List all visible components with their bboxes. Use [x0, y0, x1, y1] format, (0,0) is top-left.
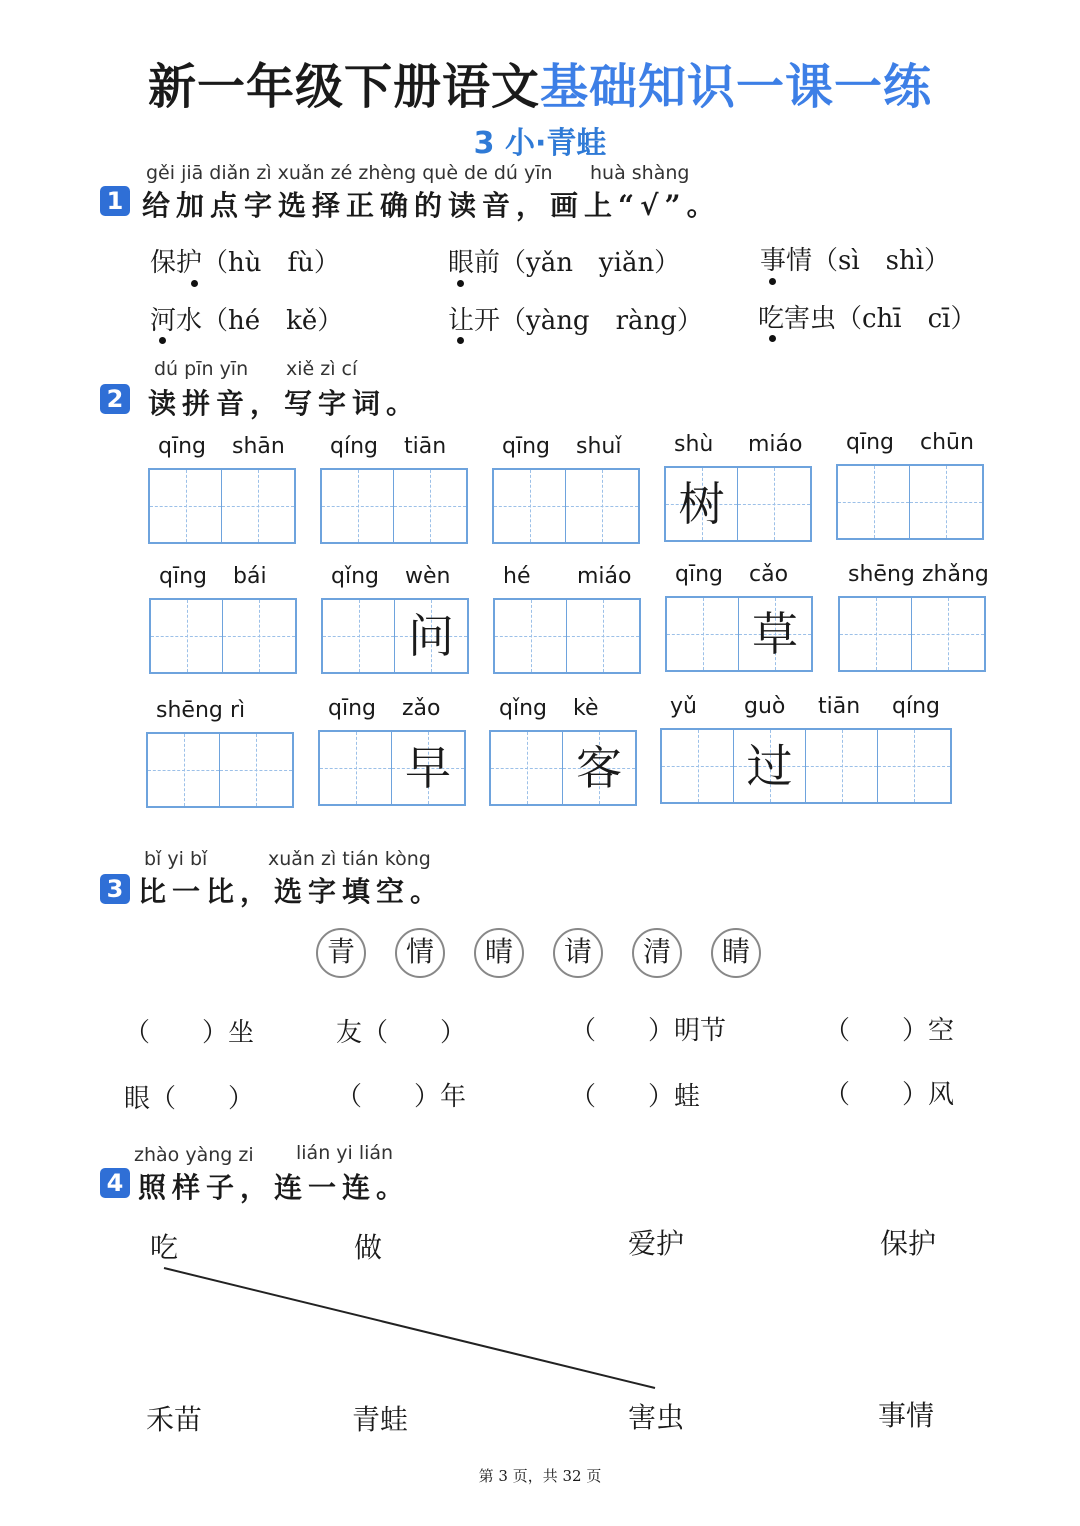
fill-blank[interactable]: 友（ ） — [336, 1018, 467, 1048]
grid-cell[interactable] — [392, 732, 464, 804]
grid-char — [494, 470, 565, 542]
grid-pinyin: zhǎng — [922, 562, 989, 587]
grid-pinyin: shēng — [848, 562, 915, 587]
grid-pinyin: shēng — [156, 698, 223, 723]
grid-pinyin: rì — [230, 698, 246, 723]
char-option[interactable]: 情 — [395, 928, 445, 978]
writing-grid[interactable] — [321, 598, 469, 674]
grid-cell[interactable] — [840, 598, 912, 670]
emphasis-dot — [769, 278, 776, 285]
grid-pinyin: zǎo — [402, 696, 441, 721]
grid-pinyin: miáo — [577, 564, 632, 589]
grid-cell[interactable] — [323, 600, 395, 672]
grid-pinyin: shuǐ — [576, 434, 622, 459]
grid-pinyin: wèn — [405, 564, 451, 589]
grid-cell[interactable] — [151, 600, 223, 672]
writing-grid[interactable] — [838, 596, 986, 672]
grid-pinyin: miáo — [748, 432, 803, 457]
grid-cell[interactable] — [662, 730, 734, 802]
grid-char — [840, 598, 911, 670]
grid-pinyin: qǐng — [499, 696, 547, 721]
grid-cell[interactable] — [320, 732, 392, 804]
grid-cell[interactable] — [495, 600, 567, 672]
grid-cell[interactable] — [878, 730, 950, 802]
writing-grid[interactable] — [148, 468, 296, 544]
q2-pinyin-b: xiě zì cí — [286, 358, 358, 380]
grid-cell[interactable] — [738, 468, 810, 540]
writing-grid[interactable] — [660, 728, 952, 804]
grid-cell[interactable] — [806, 730, 878, 802]
grid-cell[interactable] — [222, 470, 294, 542]
grid-cell[interactable] — [666, 468, 738, 540]
fill-blank[interactable]: （ ）年 — [336, 1082, 467, 1112]
q1-item[interactable]: 保护（hù fù） — [150, 248, 340, 278]
q1-instruction: 给加点字选择正确的读音，画上“√”。 — [142, 189, 721, 222]
grid-char — [394, 470, 466, 542]
grid-pinyin: qíng — [330, 434, 378, 459]
writing-grid[interactable] — [665, 596, 813, 672]
grid-cell[interactable] — [912, 598, 984, 670]
q2-number: 2 — [100, 384, 130, 414]
grid-char — [222, 470, 294, 542]
grid-char — [878, 730, 950, 802]
grid-pinyin: cǎo — [749, 562, 789, 587]
grid-pinyin: bái — [233, 564, 267, 589]
fill-blank[interactable]: （ ）蛙 — [570, 1082, 701, 1112]
grid-pinyin: tiān — [404, 434, 447, 459]
title-black: 新一年级下册语文 — [147, 59, 540, 115]
writing-grid[interactable] — [492, 468, 640, 544]
grid-char — [491, 732, 562, 804]
grid-cell[interactable] — [223, 600, 295, 672]
grid-cell[interactable] — [567, 600, 639, 672]
grid-cell[interactable] — [220, 734, 292, 806]
grid-char — [912, 598, 984, 670]
writing-grid[interactable] — [149, 598, 297, 674]
q4-pinyin-a: zhào yàng zi — [134, 1144, 254, 1166]
q3-pinyin-a: bǐ yi bǐ — [144, 848, 208, 870]
char-option[interactable]: 请 — [553, 928, 603, 978]
q1-pinyin-a: gěi jiā diǎn zì xuǎn zé zhèng què de dú yīn — [146, 162, 553, 184]
q1-item[interactable]: 河水（hé kě） — [150, 306, 344, 336]
emphasis-dot — [769, 335, 776, 342]
fill-blank[interactable]: （ ）明节 — [570, 1016, 727, 1046]
grid-pinyin: qīng — [328, 696, 376, 721]
grid-cell[interactable] — [394, 470, 466, 542]
fill-blank[interactable]: （ ）风 — [824, 1080, 955, 1110]
q1-number: 1 — [100, 186, 130, 216]
grid-pinyin: shù — [674, 432, 714, 457]
match-bottom-word[interactable]: 青蛙 — [352, 1403, 409, 1436]
writing-grid[interactable] — [318, 730, 466, 806]
grid-pinyin: qīng — [159, 564, 207, 589]
q2-instruction: 读拼音，写字词。 — [148, 387, 421, 420]
grid-char: 问 — [408, 609, 454, 663]
q1-item[interactable]: 让开（yàng ràng） — [448, 306, 703, 336]
grid-char — [150, 470, 221, 542]
grid-char — [223, 600, 295, 672]
emphasis-dot — [457, 337, 464, 344]
q4-instruction: 照样子，连一连。 — [138, 1171, 411, 1204]
q3-pinyin-b: xuǎn zì tián kòng — [268, 848, 431, 870]
grid-char — [322, 470, 393, 542]
grid-pinyin: qǐng — [331, 564, 379, 589]
match-bottom-word[interactable]: 事情 — [878, 1399, 935, 1432]
q1-item[interactable]: 事情（sì shì） — [760, 246, 951, 276]
emphasis-dot — [191, 280, 198, 287]
q3-number: 3 — [100, 874, 130, 904]
grid-pinyin: qīng — [158, 434, 206, 459]
fill-blank[interactable]: （ ）坐 — [124, 1018, 255, 1048]
grid-pinyin: qíng — [892, 694, 940, 719]
emphasis-dot — [457, 280, 464, 287]
title-blue: 基础知识一课一练 — [540, 59, 933, 115]
grid-char — [151, 600, 222, 672]
lesson-title: 3 小·青蛙 — [473, 126, 607, 161]
char-option[interactable]: 睛 — [711, 928, 761, 978]
grid-pinyin: yǔ — [670, 694, 697, 719]
emphasis-dot — [159, 337, 166, 344]
grid-cell[interactable] — [491, 732, 563, 804]
grid-char — [838, 466, 909, 538]
grid-char: 过 — [746, 739, 793, 793]
grid-char: 树 — [678, 477, 725, 531]
grid-char: 客 — [576, 741, 622, 795]
grid-char — [567, 600, 639, 672]
grid-char: 早 — [405, 741, 451, 795]
grid-cell[interactable] — [667, 598, 739, 670]
q2-pinyin-a: dú pīn yīn — [154, 358, 249, 380]
q3-instruction: 比一比，选字填空。 — [138, 875, 445, 908]
grid-cell[interactable] — [566, 470, 638, 542]
page-title — [0, 48, 1080, 117]
grid-char: 草 — [752, 607, 798, 661]
grid-pinyin: guò — [744, 694, 786, 719]
grid-cell[interactable] — [150, 470, 222, 542]
grid-pinyin: tiān — [818, 694, 861, 719]
writing-grid[interactable] — [664, 466, 812, 542]
match-example-line — [150, 1260, 670, 1400]
grid-pinyin: qīng — [675, 562, 723, 587]
match-top-word[interactable]: 做 — [354, 1231, 383, 1264]
q1-pinyin-b: huà shàng — [590, 162, 690, 184]
grid-char — [667, 598, 738, 670]
connector-line — [164, 1268, 655, 1388]
char-option[interactable]: 青 — [316, 928, 366, 978]
grid-cell[interactable] — [734, 730, 806, 802]
q4-number: 4 — [100, 1168, 130, 1198]
grid-char — [220, 734, 292, 806]
q1-item[interactable]: 眼前（yǎn yiǎn） — [448, 248, 681, 278]
match-top-word[interactable]: 保护 — [880, 1227, 937, 1260]
grid-char — [662, 730, 733, 802]
writing-grid[interactable] — [493, 598, 641, 674]
fill-blank[interactable]: （ ）空 — [824, 1016, 955, 1046]
match-bottom-word[interactable]: 禾苗 — [146, 1403, 203, 1436]
grid-char — [320, 732, 391, 804]
grid-pinyin: kè — [573, 696, 599, 721]
grid-cell[interactable] — [838, 466, 910, 538]
match-top-word[interactable]: 吃 — [150, 1231, 179, 1264]
match-top-word[interactable]: 爱护 — [628, 1227, 685, 1260]
grid-char — [323, 600, 394, 672]
grid-cell[interactable] — [739, 598, 811, 670]
grid-cell[interactable] — [322, 470, 394, 542]
writing-grid[interactable] — [146, 732, 294, 808]
grid-cell[interactable] — [910, 466, 982, 538]
writing-grid[interactable] — [320, 468, 468, 544]
page-footer: 第 3 页，共 32 页 — [478, 1467, 602, 1485]
grid-cell[interactable] — [395, 600, 467, 672]
fill-blank[interactable]: 眼（ ） — [124, 1084, 255, 1114]
grid-cell[interactable] — [563, 732, 635, 804]
grid-pinyin: shān — [232, 434, 285, 459]
grid-char — [806, 730, 877, 802]
grid-char — [495, 600, 566, 672]
grid-char — [738, 468, 810, 540]
grid-char — [910, 466, 982, 538]
grid-cell[interactable] — [494, 470, 566, 542]
grid-pinyin: chūn — [920, 430, 974, 455]
grid-pinyin: qīng — [846, 430, 894, 455]
char-option[interactable]: 晴 — [474, 928, 524, 978]
match-bottom-word[interactable]: 害虫 — [628, 1401, 685, 1434]
grid-cell[interactable] — [148, 734, 220, 806]
writing-grid[interactable] — [836, 464, 984, 540]
grid-char — [566, 470, 638, 542]
q4-pinyin-b: lián yi lián — [296, 1142, 394, 1164]
q1-item[interactable]: 吃害虫（chī cī） — [758, 304, 977, 334]
grid-pinyin: hé — [503, 564, 531, 589]
grid-char — [148, 734, 219, 806]
char-option[interactable]: 清 — [632, 928, 682, 978]
writing-grid[interactable] — [489, 730, 637, 806]
grid-pinyin: qīng — [502, 434, 550, 459]
